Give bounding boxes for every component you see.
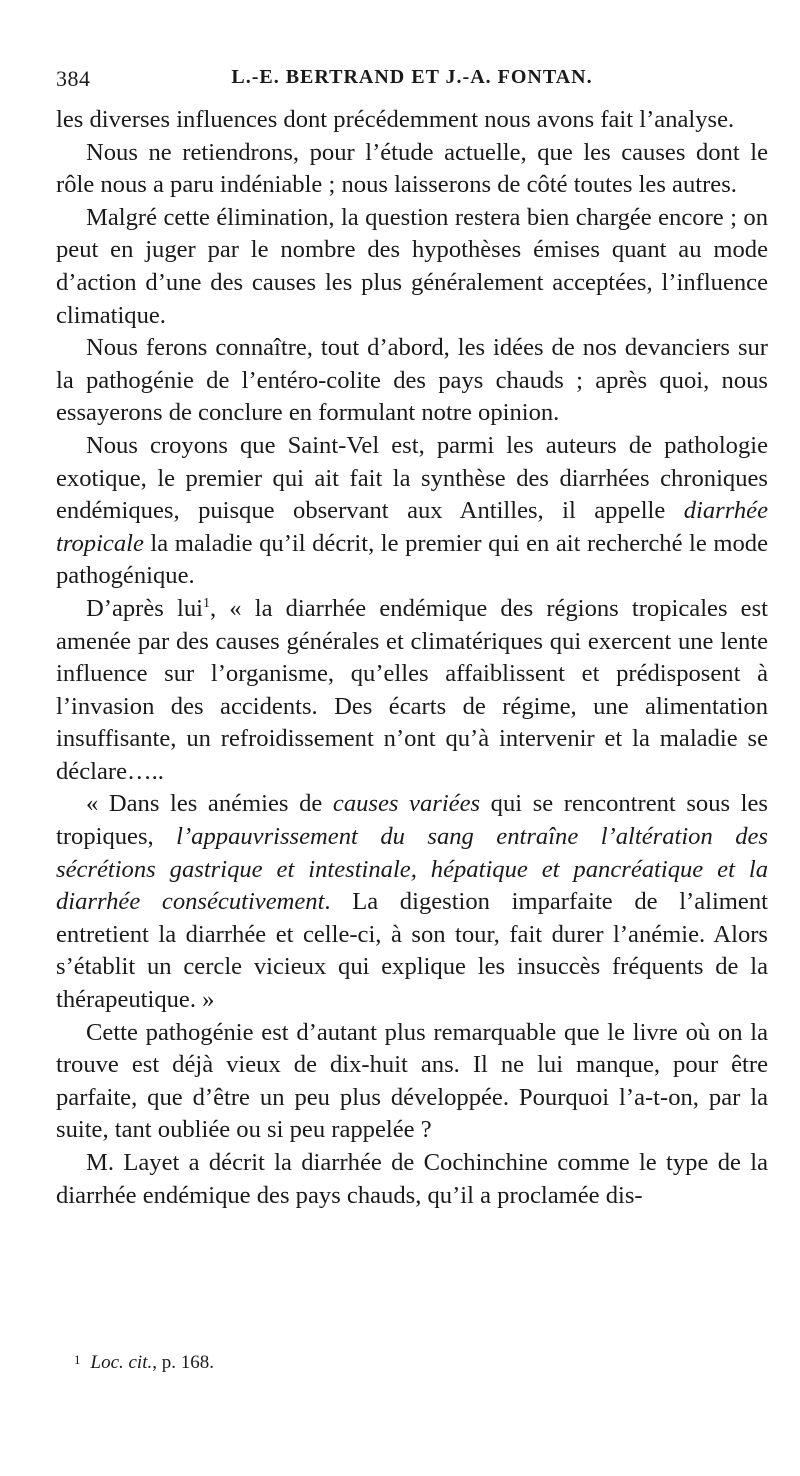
text-segment: , « la diarrhée endémique des régions tropicales est amenée par des causes générales et climatériques qui exercent une lente influence sur l’organisme, qu’elles affaiblissent et prédisposent à l’invasion des accidents. Des écarts de régime, une alimentation insuffisante, un refroidissement n’ont qu’à intervenir et la maladie se déclare….. [56, 594, 768, 785]
page-number: 384 [56, 66, 91, 91]
paragraph [56, 430, 768, 593]
paragraph [56, 1017, 768, 1147]
footnote-mark: 1 [74, 1352, 81, 1367]
paragraph [56, 788, 768, 1016]
text-segment: . La digestion imparfaite de l’aliment entretient la diarrhée et celle-ci, à son tour, fait durer l’anémie. Alors s’établit un cercle vicieux qui explique les insuccès fréquents de la thérapeutique. » [56, 888, 768, 1014]
paragraph [56, 1147, 768, 1212]
text-segment: Malgré cette élimination, la question restera bien chargée encore ; on peut en juger par le nombre des hypothèses émises quant au mode d’action d’une des causes les plus généralement acceptées, l’influence climatique. [56, 203, 768, 329]
text-segment: Nous croyons que Saint-Vel est, parmi les auteurs de pathologie exotique, le premier qui ait fait la synthèse des diarrhées chroniques endémiques, puisque observant aux Antilles, il appelle [56, 431, 768, 525]
italic-text: diarrhée tropicale [56, 497, 768, 557]
italic-text: causes variées [332, 790, 481, 818]
paragraph [56, 202, 768, 332]
text-segment: M. Layet a décrit la diarrhée de Cochinchine comme le type de la diarrhée endémique des pays chauds, qu’il a proclamée dis- [56, 1149, 768, 1209]
text-segment: Cette pathogénie est d’autant plus remarquable que le livre où on la trouve est déjà vieux de dix-huit ans. Il ne lui manque, pour être parfaite, que d’être un peu plus développée. Pourquoi l’a-t-on, par la suite, tant oubliée ou si peu rappelée ? [56, 1018, 768, 1144]
footnote-page: , p. 168. [152, 1352, 214, 1373]
paragraph [56, 137, 768, 202]
text-segment: la maladie qu’il décrit, le premier qui en ait recherché le mode pathogénique. [56, 529, 768, 590]
running-head [56, 66, 768, 96]
paragraph [56, 104, 768, 137]
paragraph [56, 593, 768, 789]
text-segment: Nous ne retiendrons, pour l’étude actuelle, que les causes dont le rôle nous a paru indéniable ; nous laisserons de côté toutes les autres. [56, 138, 768, 199]
footnote-citation: Loc. cit. [90, 1352, 153, 1373]
paragraph [56, 332, 768, 430]
text-segment: D’après lui [86, 594, 203, 622]
text-segment: Nous ferons connaître, tout d’abord, les idées de nos devanciers sur la pathogénie de l’entéro-colite des pays chauds ; après quoi, nous essayerons de conclure en formulant notre opinion. [56, 334, 768, 427]
text-segment: les diverses influences dont précédemment nous avons fait l’analyse. [56, 106, 735, 133]
running-title: L.-E. BERTRAND ET J.-A. FONTAN. [231, 66, 593, 88]
footnote-reference: 1 [202, 595, 210, 611]
text-segment: qui se rencontrent sous les tropiques, [56, 790, 768, 851]
footnote [74, 1352, 214, 1374]
text-segment: « Dans les anémies de [86, 790, 333, 818]
italic-text: l’appauvrissement du sang entraîne l’altération des sécrétions gastrique et intestinale, hépatique et pancréatique et la diarrhée consécutivement [56, 823, 769, 916]
body-text [56, 104, 768, 1212]
